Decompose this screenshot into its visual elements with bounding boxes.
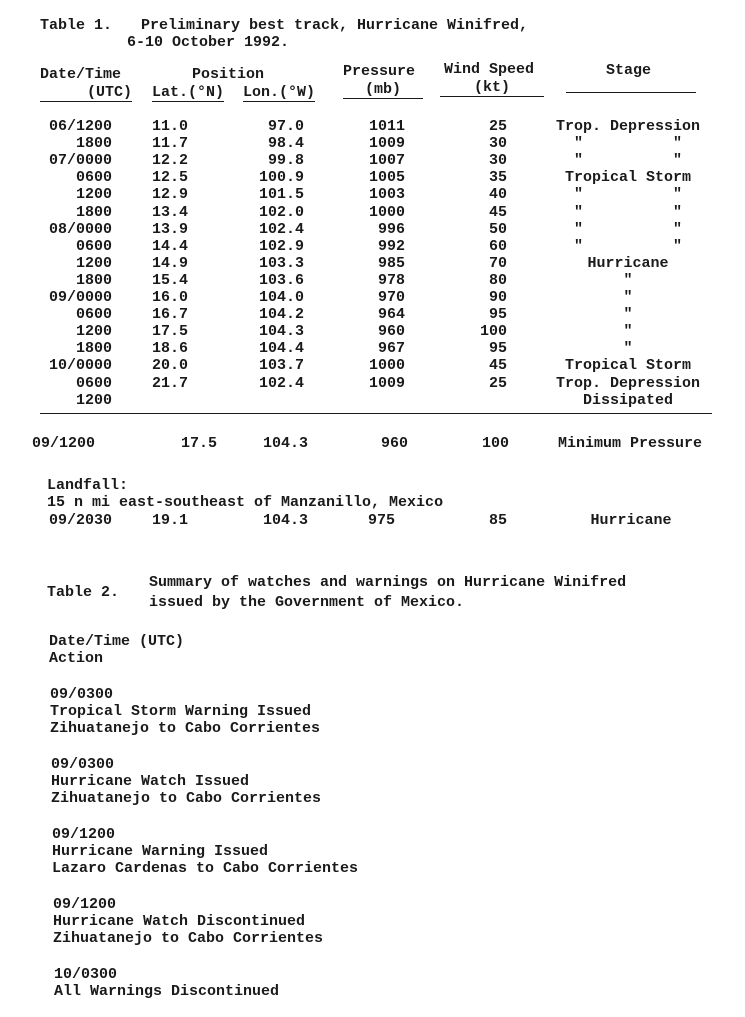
table2-header-action: Action — [49, 650, 104, 667]
cell-lon: 100.9 — [258, 169, 304, 187]
cell-wind: 95 — [488, 340, 507, 358]
entry-area: Lazaro Cardenas to Cabo Corrientes — [52, 860, 359, 877]
entry-time: 09/0300 — [51, 756, 115, 773]
cell-datetime: 09/2030 — [48, 512, 112, 529]
cell-wind: 30 — [488, 135, 507, 153]
cell-lon: 104.2 — [258, 306, 304, 324]
cell-datetime: 0600 — [75, 169, 112, 187]
cell-stage: " " — [573, 237, 683, 255]
cell-pressure: 1003 — [368, 186, 405, 204]
cell-lat: 12.5 — [151, 169, 188, 187]
cell-pressure: 970 — [377, 289, 405, 306]
cell-wind: 100 — [481, 435, 509, 452]
cell-lon: 102.0 — [258, 203, 304, 221]
landfall-label: Landfall: — [47, 477, 129, 494]
cell-datetime: 08/0000 — [48, 220, 112, 238]
entry-action: Tropical Storm Warning Issued — [50, 703, 312, 720]
cell-pressure: 1007 — [368, 152, 405, 170]
cell-datetime: 0600 — [75, 374, 112, 392]
cell-lon: 103.6 — [258, 271, 304, 289]
cell-datetime: 10/0000 — [48, 357, 112, 375]
entry-time: 09/1200 — [53, 896, 117, 913]
cell-lat: 20.0 — [151, 357, 188, 375]
cell-pressure: 996 — [377, 220, 405, 238]
cell-lat: 15.4 — [151, 271, 188, 289]
entry-action: Hurricane Watch Discontinued — [53, 913, 306, 930]
entry-time: 10/0300 — [54, 966, 118, 983]
cell-pressure: 960 — [377, 323, 405, 341]
cell-lat: 18.6 — [151, 340, 188, 358]
cell-lat: 13.9 — [151, 220, 188, 238]
cell-lon: 102.9 — [258, 237, 304, 255]
header-lon: Lon.(°W) — [243, 84, 316, 101]
table2-title-line2: issued by the Government of Mexico. — [149, 594, 465, 611]
cell-lat: 16.7 — [151, 306, 188, 324]
entry-time: 09/1200 — [52, 826, 116, 843]
cell-lat: 11.0 — [151, 118, 188, 135]
table1-label: Table 1. — [40, 17, 113, 34]
cell-stage: " — [623, 271, 633, 289]
entry-area: Zihuatanejo to Cabo Corrientes — [50, 720, 321, 737]
cell-datetime: 09/1200 — [31, 435, 95, 452]
cell-lon: 101.5 — [258, 186, 304, 204]
table2-header-datetime: Date/Time (UTC) — [49, 633, 185, 650]
cell-datetime: 07/0000 — [48, 152, 112, 170]
cell-stage: Trop. Depression — [555, 118, 701, 135]
cell-datetime: 1200 — [75, 323, 112, 341]
cell-wind: 25 — [488, 374, 507, 392]
cell-wind: 85 — [488, 512, 507, 529]
cell-lon: 102.4 — [258, 220, 304, 238]
cell-wind: 45 — [488, 203, 507, 221]
cell-lon: 104.3 — [262, 512, 308, 529]
cell-lat: 14.9 — [151, 254, 188, 272]
cell-pressure: 985 — [377, 254, 405, 272]
table2-label: Table 2. — [47, 584, 120, 601]
cell-pressure: 975 — [367, 512, 395, 529]
cell-lat: 21.7 — [151, 374, 188, 392]
cell-stage: Tropical Storm — [564, 169, 692, 187]
cell-lat: 13.4 — [151, 203, 188, 221]
cell-datetime: 1200 — [75, 186, 112, 204]
table2-title-line1: Summary of watches and warnings on Hurricane Winifred — [149, 574, 627, 591]
entry-area: Zihuatanejo to Cabo Corrientes — [51, 790, 322, 807]
header-pressure-unit: (mb) — [343, 81, 423, 99]
cell-lon: 98.4 — [267, 135, 304, 153]
header-pressure: Pressure — [343, 63, 416, 80]
cell-pressure: 1011 — [368, 118, 405, 135]
cell-pressure: 1005 — [368, 169, 405, 187]
cell-pressure: 964 — [377, 306, 405, 324]
cell-wind: 60 — [488, 237, 507, 255]
cell-lat: 16.0 — [151, 289, 188, 306]
table1-title-line2: 6-10 October 1992. — [127, 34, 290, 51]
header-stage-rule — [566, 92, 696, 93]
cell-datetime: 1200 — [75, 254, 112, 272]
cell-wind: 80 — [488, 271, 507, 289]
cell-wind: 100 — [479, 323, 507, 341]
cell-datetime: 1800 — [75, 203, 112, 221]
cell-lon: 104.0 — [258, 289, 304, 306]
cell-pressure: 1000 — [368, 203, 405, 221]
cell-datetime: 1800 — [75, 135, 112, 153]
cell-datetime: 09/0000 — [48, 289, 112, 306]
entry-area: Zihuatanejo to Cabo Corrientes — [53, 930, 324, 947]
cell-pressure: 1000 — [368, 357, 405, 375]
header-wind-unit: (kt) — [440, 79, 544, 97]
cell-wind: 35 — [488, 169, 507, 187]
header-wind: Wind Speed — [444, 61, 535, 78]
entry-time: 09/0300 — [50, 686, 114, 703]
cell-lon: 104.3 — [258, 323, 304, 341]
cell-pressure: 1009 — [368, 135, 405, 153]
cell-pressure: 992 — [377, 237, 405, 255]
cell-lon: 97.0 — [267, 118, 304, 135]
cell-datetime: 1800 — [75, 271, 112, 289]
cell-pressure: 960 — [380, 435, 408, 452]
cell-lat: 12.9 — [151, 186, 188, 204]
cell-pressure: 967 — [377, 340, 405, 358]
cell-stage: " " — [573, 220, 683, 238]
cell-stage: " — [623, 340, 633, 358]
cell-wind: 50 — [488, 220, 507, 238]
header-lat: Lat.(°N) — [152, 84, 225, 101]
cell-lon: 104.4 — [258, 340, 304, 358]
cell-lat: 14.4 — [151, 237, 188, 255]
header-datetime: Date/Time — [40, 66, 122, 83]
cell-wind: 90 — [488, 289, 507, 306]
cell-stage: " " — [573, 186, 683, 204]
cell-stage: " " — [573, 135, 683, 153]
cell-lat: 17.5 — [180, 435, 217, 452]
cell-datetime: 1800 — [75, 340, 112, 358]
cell-stage: Tropical Storm — [564, 357, 692, 375]
cell-datetime: 0600 — [75, 237, 112, 255]
cell-stage: " — [623, 306, 633, 324]
cell-stage: Dissipated — [582, 391, 673, 409]
cell-lon: 102.4 — [258, 374, 304, 392]
cell-lat: 12.2 — [151, 152, 188, 170]
cell-stage: Hurricane — [590, 512, 672, 529]
cell-datetime: 06/1200 — [48, 118, 112, 135]
table-rule — [40, 413, 712, 414]
cell-lat: 19.1 — [151, 512, 188, 529]
cell-pressure: 1009 — [368, 374, 405, 392]
cell-stage: Trop. Depression — [555, 374, 701, 392]
cell-datetime: 0600 — [75, 306, 112, 324]
header-stage: Stage — [606, 62, 652, 79]
landfall-location: 15 n mi east-southeast of Manzanillo, Mexico — [47, 494, 444, 511]
cell-stage: " — [623, 289, 633, 306]
cell-lon: 103.3 — [258, 254, 304, 272]
header-position: Position — [192, 66, 265, 83]
cell-stage: " — [623, 323, 633, 341]
cell-lon: 103.7 — [258, 357, 304, 375]
cell-lon: 104.3 — [262, 435, 308, 452]
cell-lat: 11.7 — [151, 135, 188, 153]
cell-pressure: 978 — [377, 271, 405, 289]
cell-lon: 99.8 — [267, 152, 304, 170]
cell-wind: 25 — [488, 118, 507, 135]
cell-wind: 30 — [488, 152, 507, 170]
cell-lat: 17.5 — [151, 323, 188, 341]
header-datetime-unit: (UTC) — [40, 84, 132, 102]
entry-action: All Warnings Discontinued — [54, 983, 280, 1000]
cell-wind: 95 — [488, 306, 507, 324]
entry-action: Hurricane Warning Issued — [52, 843, 269, 860]
cell-stage: " " — [573, 152, 683, 170]
cell-stage: Hurricane — [587, 254, 669, 272]
cell-wind: 70 — [488, 254, 507, 272]
cell-datetime: 1200 — [75, 391, 112, 409]
cell-stage: " " — [573, 203, 683, 221]
table1-title-line1: Preliminary best track, Hurricane Winifred, — [141, 17, 529, 34]
cell-stage: Minimum Pressure — [557, 435, 703, 452]
cell-wind: 45 — [488, 357, 507, 375]
cell-wind: 40 — [488, 186, 507, 204]
entry-action: Hurricane Watch Issued — [51, 773, 250, 790]
